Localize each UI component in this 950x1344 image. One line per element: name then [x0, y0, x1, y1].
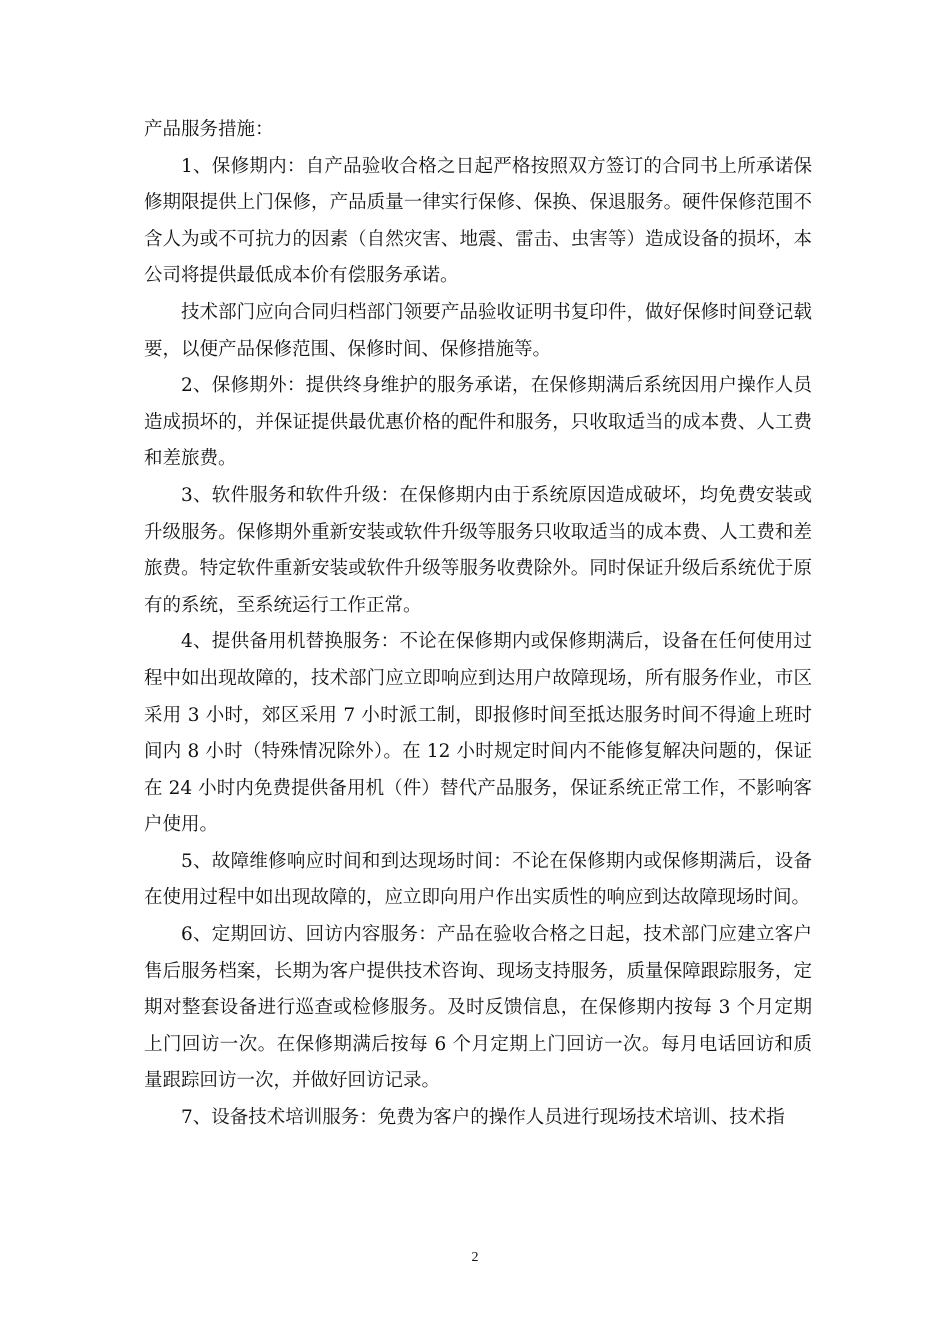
paragraph-training: 7、设备技术培训服务：免费为客户的操作人员进行现场技术培训、技术指 — [181, 1107, 785, 1129]
paragraph-regular-visits: 6、定期回访、回访内容服务：产品在验收合格之日起，技术部门应建立客户售后服务档案，长期为客户提供技术咨询、现场支持服务，质量保障跟踪服务，定期对整套设备进行巡查或检修服务。及时反馈信息，在保修期内按每 3 个月定期上门回访一次。在保修期满后按每 6 个月定期上门回访一次。每月电话回访和质量跟踪回访一次，并做好回访记录。 — [144, 924, 812, 1092]
paragraph-backup-machine: 4、提供备用机替换服务：不论在保修期内或保修期满后，设备在任何使用过程中如出现故障的，技术部门应立即响应到达用户故障现场，所有服务作业，市区采用 3 小时，郊区采用 7 小时派工制，即报修时间至抵达服务时间不得逾上班时间内 8 小时（特殊情况除外）。在 12 小时规定时间内不能修复解决问题的，保证在 24 小时内免费提供备用机（件）替代产品服务，保证系统正常工作，不影响客户使用。 — [144, 631, 812, 836]
section-heading: 产品服务措施： — [144, 119, 274, 140]
paragraph-response-time: 5、故障维修响应时间和到达现场时间：不论在保修期内或保修期满后，设备在使用过程中如出现故障的，应立即向用户作出实质性的响应到达故障现场时间。 — [144, 850, 812, 909]
paragraph-warranty-out-of-period: 2、保修期外：提供终身维护的服务承诺，在保修期满后系统因用户操作人员造成损坏的，并保证提供最优惠价格的配件和服务，只收取适当的成本费、人工费和差旅费。 — [144, 375, 812, 470]
document-body — [144, 112, 812, 1137]
paragraph-technical-dept-record: 技术部门应向合同归档部门领要产品验收证明书复印件，做好保修时间登记载要，以便产品保修范围、保修时间、保修措施等。 — [144, 301, 812, 360]
page-number: 2 — [471, 1250, 479, 1265]
paragraph-warranty-in-period: 1、保修期内：自产品验收合格之日起严格按照双方签订的合同书上所承诺保修期限提供上门保修，产品质量一律实行保修、保换、保退服务。硬件保修范围不含人为或不可抗力的因素（自然灾害、地震、雷击、虫害等）造成设备的损坏，本公司将提供最低成本价有偿服务承诺。 — [144, 155, 812, 287]
paragraph-software-upgrade: 3、软件服务和软件升级：在保修期内由于系统原因造成破坏，均免费安装或升级服务。保修期外重新安装或软件升级等服务只收取适当的成本费、人工费和差旅费。特定软件重新安装或软件升级等服务收费除外。同时保证升级后系统优于原有的系统，至系统运行工作正常。 — [144, 484, 812, 616]
